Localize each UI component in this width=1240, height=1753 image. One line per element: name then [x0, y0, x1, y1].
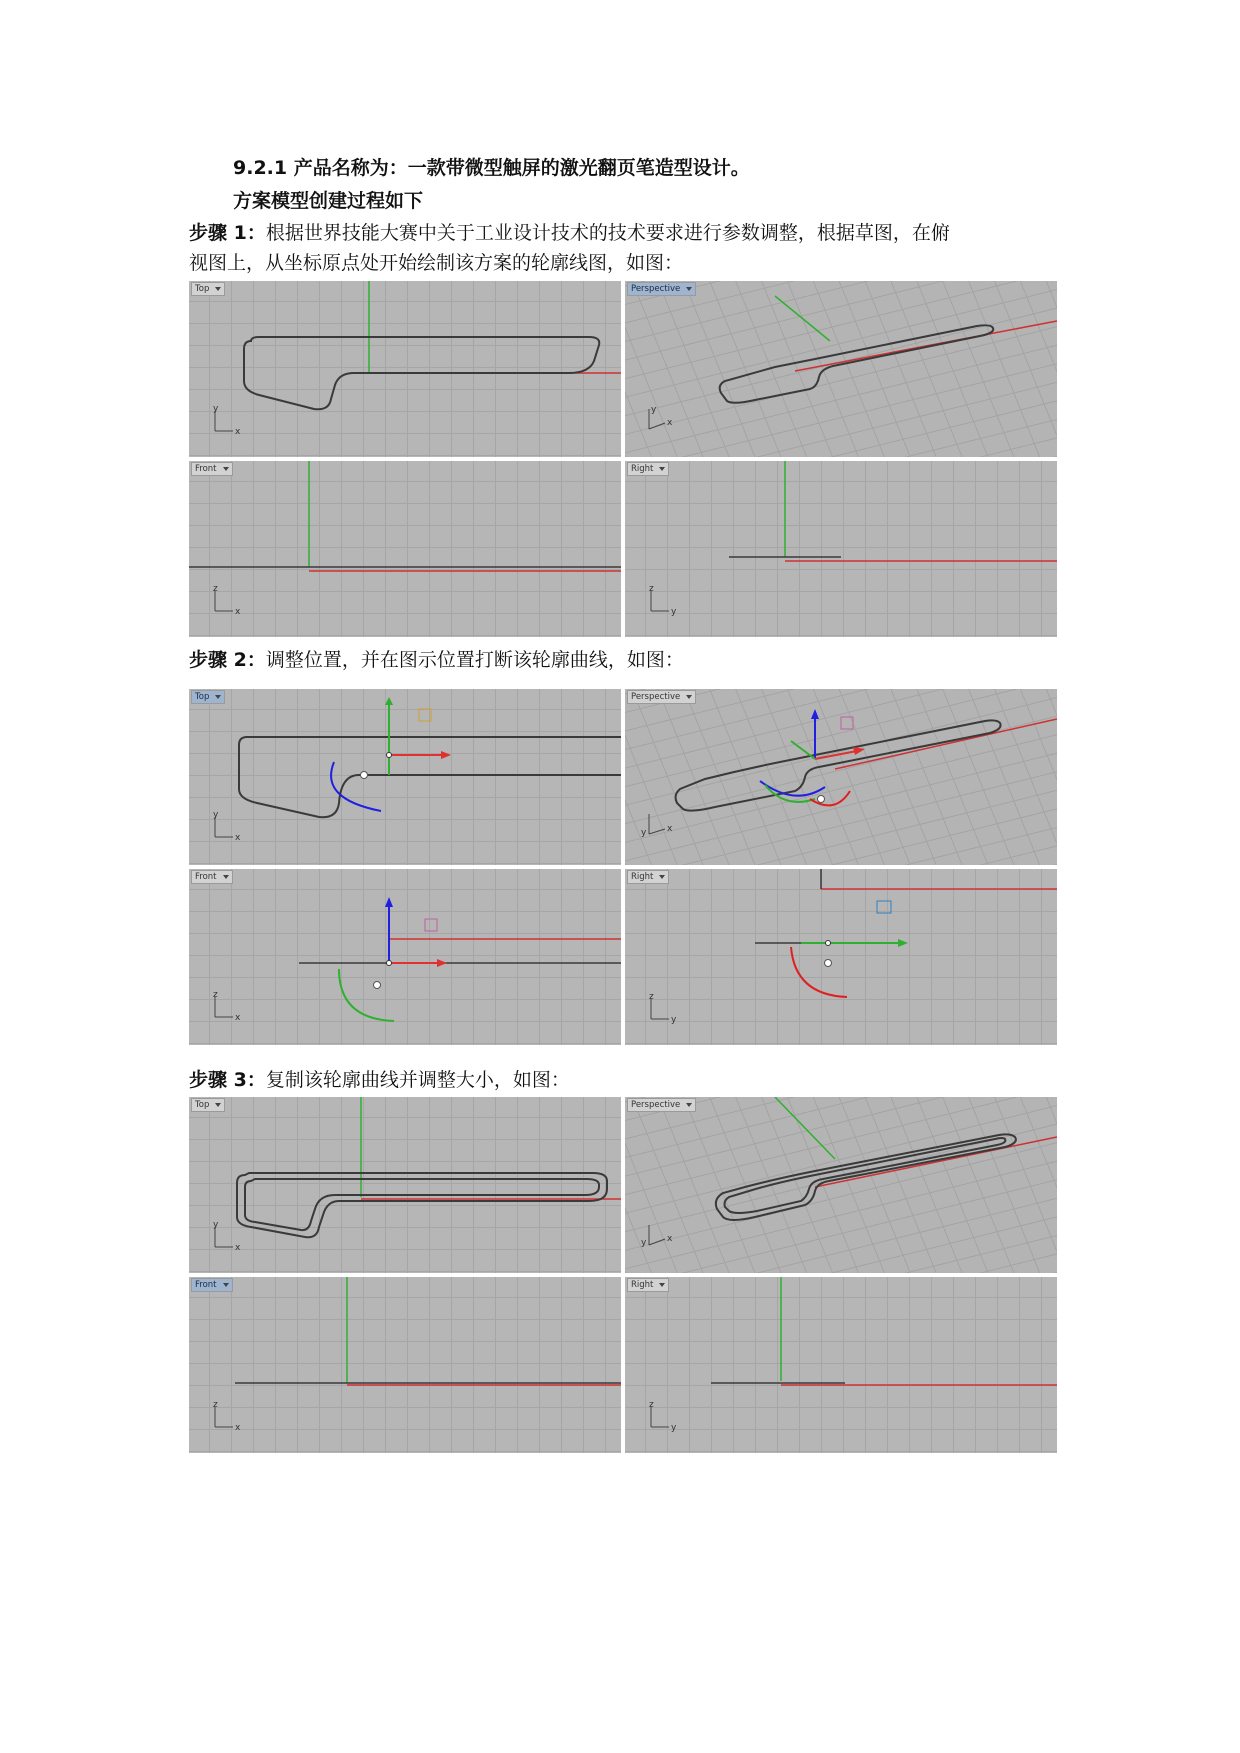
axis-x-label: x — [235, 1423, 241, 1433]
viewport-tab-top[interactable]: Top — [191, 1098, 225, 1112]
viewport-top[interactable] — [189, 281, 621, 457]
green-arc — [765, 785, 815, 802]
axis-y-label: y — [213, 810, 219, 820]
viewport-tab-right[interactable]: Right — [627, 1278, 669, 1292]
step1-paragraph — [189, 218, 950, 248]
front-view-drawing — [189, 1277, 621, 1453]
x-indicator — [649, 423, 665, 429]
viewport-front[interactable] — [189, 869, 621, 1045]
break-point — [374, 982, 381, 989]
gumball-x-head — [437, 959, 447, 967]
axis-z-label: z — [649, 1400, 654, 1410]
outline-curve-lower — [239, 737, 621, 817]
viewport-perspective[interactable] — [625, 281, 1057, 457]
axis-x-label: x — [235, 427, 241, 437]
viewport-perspective[interactable] — [625, 1097, 1057, 1273]
x-axis-line — [815, 1137, 1057, 1187]
top-view-drawing — [189, 689, 621, 865]
axis-y-label: y — [641, 1238, 647, 1248]
gumball-y-head — [898, 939, 908, 947]
axis-y-label: y — [671, 607, 677, 617]
axis-y-label: y — [671, 1015, 677, 1025]
viewport-right[interactable] — [625, 461, 1057, 637]
right-view-drawing — [625, 1277, 1057, 1453]
scale-handle-icon — [419, 709, 431, 721]
perspective-view-drawing — [625, 1097, 1057, 1273]
axis-x-label: x — [235, 607, 241, 617]
step3-label: 步骤 3： — [189, 1069, 266, 1091]
viewport-tab-front[interactable]: Front — [191, 462, 233, 476]
axis-z-label: z — [213, 990, 218, 1000]
gumball-center — [387, 753, 392, 758]
perspective-view-drawing — [625, 689, 1057, 865]
step1-text-line1: 根据世界技能大赛中关于工业设计技术的技术要求进行参数调整，根据草图，在俯 — [265, 222, 950, 244]
step2-paragraph — [189, 645, 684, 675]
gumball-center — [387, 961, 392, 966]
step2-label: 步骤 2： — [189, 649, 266, 671]
figure-step2 — [189, 689, 1057, 1045]
viewport-tab-front[interactable]: Front — [191, 870, 233, 884]
viewport-tab-right[interactable]: Right — [627, 870, 669, 884]
viewport-front[interactable] — [189, 461, 621, 637]
front-view-drawing — [189, 461, 621, 637]
top-view-drawing — [189, 1097, 621, 1273]
step1-label: 步骤 1： — [189, 222, 266, 244]
viewport-tab-perspective[interactable]: Perspective — [627, 690, 696, 704]
viewport-perspective[interactable] — [625, 689, 1057, 865]
scale-handle-icon — [841, 717, 853, 729]
axis-z-label: z — [213, 1400, 218, 1410]
scale-handle-icon — [425, 919, 437, 931]
red-arc — [791, 947, 847, 997]
step1-text-line2: 视图上，从坐标原点处开始绘制该方案的轮廓线图，如图： — [189, 252, 684, 274]
blue-arc — [760, 781, 825, 796]
process-subheading: 方案模型创建过程如下 — [233, 190, 424, 212]
break-point — [825, 960, 832, 967]
outline-curve — [676, 720, 1001, 810]
viewport-tab-perspective[interactable]: Perspective — [627, 1098, 696, 1112]
axis-z-label: z — [213, 584, 218, 594]
axis-z-label: z — [649, 584, 654, 594]
x-indicator — [649, 1239, 665, 1245]
y-axis-line — [775, 1097, 835, 1159]
axis-y-label: y — [213, 404, 219, 414]
axis-y-label: y — [671, 1423, 677, 1433]
axis-z-label: z — [649, 992, 654, 1002]
outline-curve — [720, 325, 994, 402]
viewport-right[interactable] — [625, 869, 1057, 1045]
gumball-center — [826, 941, 831, 946]
axis-x-label: x — [667, 1234, 673, 1244]
axis-x-label: x — [667, 824, 673, 834]
red-arc — [810, 791, 850, 805]
axis-y-label: y — [651, 405, 657, 415]
viewport-front[interactable] — [189, 1277, 621, 1453]
step3-paragraph — [189, 1065, 570, 1095]
gumball-z-head — [385, 897, 393, 907]
axis-x-label: x — [235, 1243, 241, 1253]
viewport-tab-right[interactable]: Right — [627, 462, 669, 476]
step2-text: 调整位置，并在图示位置打断该轮廓曲线，如图： — [265, 649, 684, 671]
viewport-tab-top[interactable]: Top — [191, 282, 225, 296]
right-view-drawing — [625, 869, 1057, 1045]
break-point — [361, 772, 368, 779]
viewport-top[interactable] — [189, 1097, 621, 1273]
gumball-x-head — [441, 751, 451, 759]
viewport-tab-top[interactable]: Top — [191, 690, 225, 704]
step3-text: 复制该轮廓曲线并调整大小，如图： — [265, 1069, 570, 1091]
figure-step3 — [189, 1097, 1057, 1453]
viewport-right[interactable] — [625, 1277, 1057, 1453]
outline-curve-inner — [245, 1179, 599, 1230]
gumball-y-head — [385, 697, 393, 705]
viewport-tab-perspective[interactable]: Perspective — [627, 282, 696, 296]
y-axis-line — [775, 296, 830, 341]
viewport-tab-front[interactable]: Front — [191, 1278, 233, 1292]
axis-y-label: y — [641, 828, 647, 838]
front-view-drawing — [189, 869, 621, 1045]
perspective-view-drawing — [625, 281, 1057, 457]
scale-handle-icon — [877, 901, 891, 913]
outline-curve-inner — [725, 1138, 1006, 1213]
top-view-drawing — [189, 281, 621, 457]
gumball-z-head — [811, 709, 819, 719]
gumball-x-head — [853, 747, 865, 755]
axis-x-label: x — [667, 418, 673, 428]
viewport-top[interactable] — [189, 689, 621, 865]
right-view-drawing — [625, 461, 1057, 637]
break-point — [818, 796, 825, 803]
section-heading: 9.2.1 产品名称为：一款带微型触屏的激光翻页笔造型设计。 — [233, 157, 750, 179]
axis-x-label: x — [235, 833, 241, 843]
gumball-y-arrow — [791, 741, 815, 759]
gumball-x-arrow — [815, 751, 857, 759]
axis-y-label: y — [213, 1220, 219, 1230]
green-arc — [339, 969, 394, 1021]
x-indicator — [649, 829, 665, 834]
outline-curve — [244, 337, 599, 409]
axis-x-label: x — [235, 1013, 241, 1023]
figure-step1 — [189, 281, 1057, 637]
